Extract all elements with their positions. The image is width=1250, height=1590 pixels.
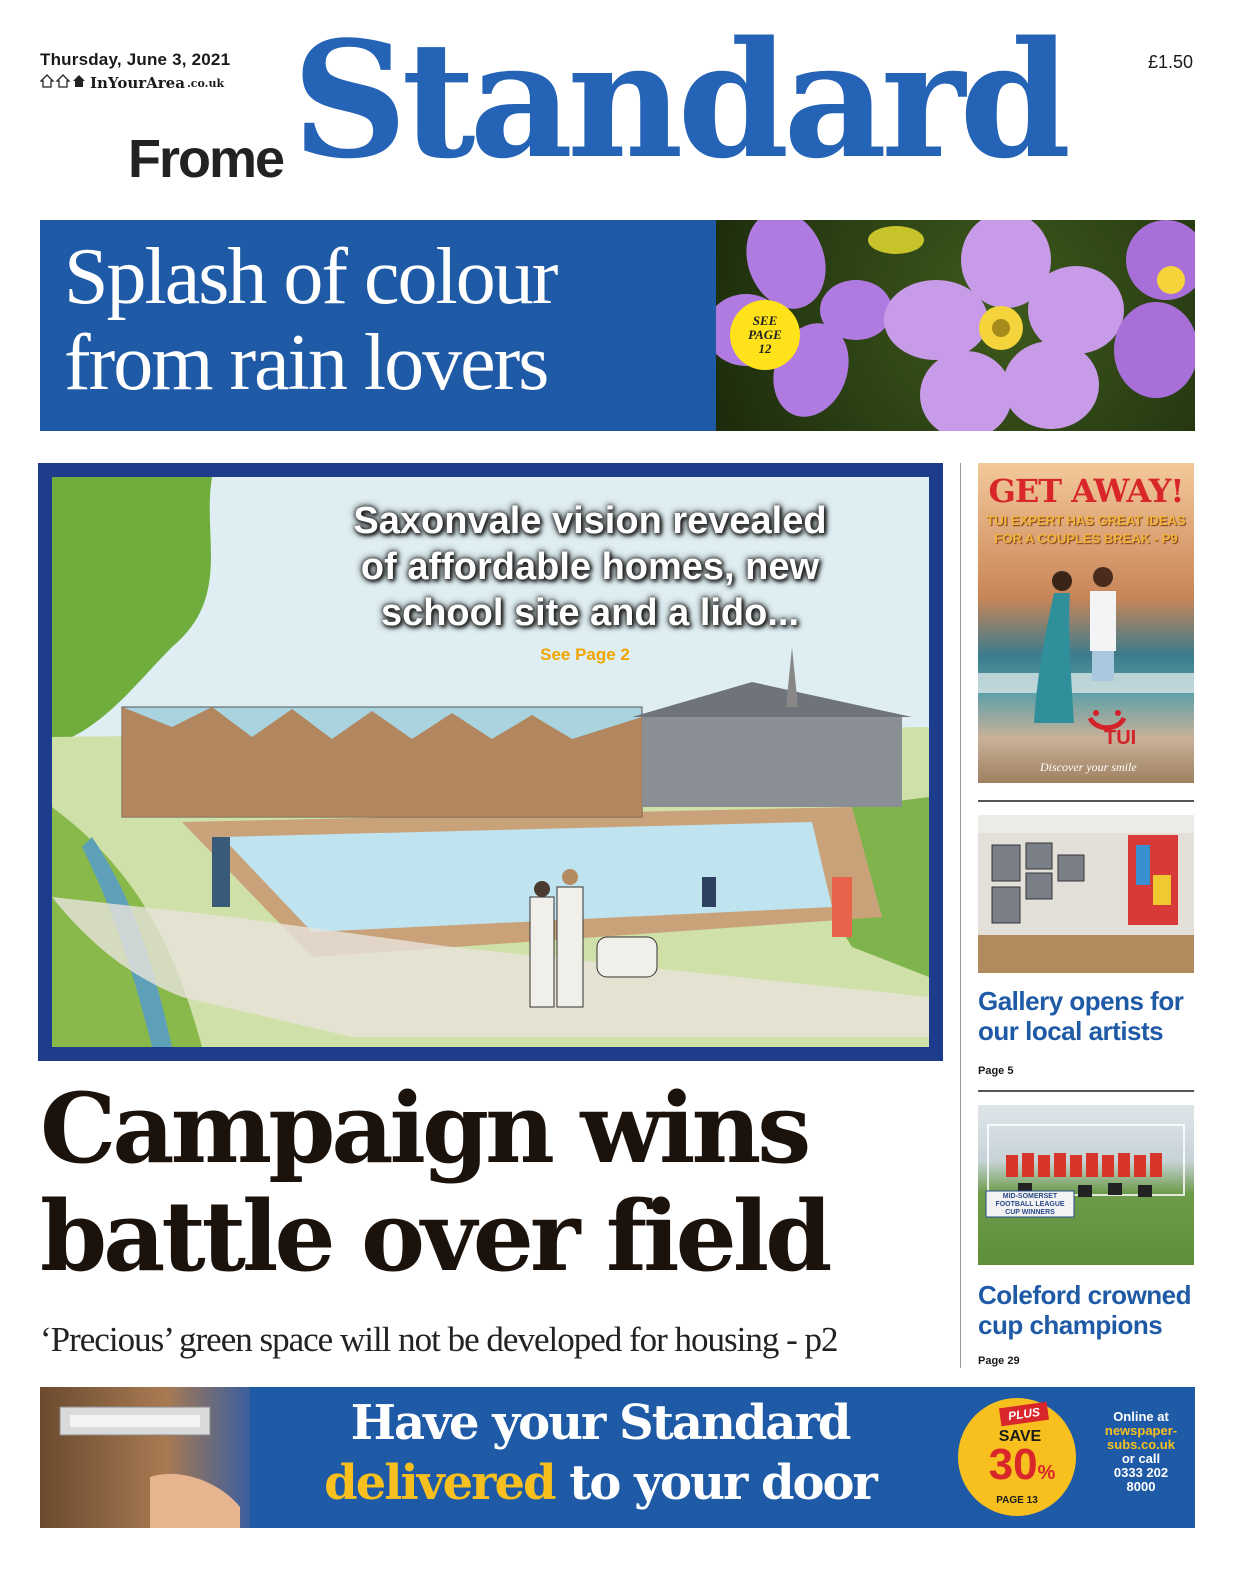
online-6: 8000 — [1126, 1479, 1156, 1494]
splash-headline[interactable] — [64, 234, 714, 406]
getaway-sub-2: FOR A COUPLES BREAK - P9 — [994, 531, 1178, 546]
inyourarea-logo — [40, 74, 224, 92]
banner-line-1: Have your Standard — [350, 1395, 850, 1451]
save-unit: % — [1037, 1462, 1056, 1484]
banner-delivered: delivered — [324, 1455, 555, 1511]
online-1: Online at — [1113, 1409, 1169, 1424]
cup-banner-3: CUP WINNERS — [1005, 1209, 1055, 1216]
see-label: SEE — [752, 313, 778, 328]
column-divider — [960, 463, 961, 1368]
coleford-headline[interactable] — [978, 1280, 1200, 1340]
see-page-badge[interactable] — [730, 300, 800, 370]
gallery-headline[interactable] — [978, 986, 1200, 1046]
tui-tagline: Discover your smile — [1040, 760, 1137, 774]
online-3[interactable]: subs.co.uk — [1107, 1437, 1175, 1452]
save-page-ref: PAGE 13 — [996, 1495, 1038, 1506]
save-value: 30 — [988, 1440, 1038, 1489]
online-2[interactable]: newspaper- — [1104, 1423, 1178, 1438]
overlay-line-3: school site and a lido... — [380, 592, 800, 634]
tui-logo: TUI — [1104, 727, 1137, 749]
banner-line-2 — [260, 1455, 940, 1511]
lido-overlay-headline[interactable] — [270, 498, 910, 636]
letterbox-photo — [40, 1387, 250, 1528]
coleford-page-ref: Page 29 — [978, 1355, 1020, 1367]
banner-to-your-door: to your door — [554, 1455, 876, 1511]
save-percentage — [977, 1440, 1067, 1490]
standfirst: ‘Precious’ green space will not be developed for housing - p2 — [40, 1320, 838, 1359]
inyourarea-suffix: .co.uk — [186, 76, 225, 90]
online-4: or call — [1121, 1451, 1161, 1466]
headline-line-2: battle over field — [40, 1180, 829, 1293]
page-label: PAGE — [748, 327, 782, 342]
plus-tag: PLUS — [999, 1402, 1049, 1427]
cover-price: £1.50 — [1148, 52, 1194, 72]
online-5: 0333 202 — [1113, 1465, 1169, 1480]
sidebar-rule-2 — [978, 1090, 1194, 1092]
overlay-line-1: Saxonvale vision revealed — [353, 500, 827, 542]
page-number: 12 — [758, 341, 772, 356]
inyourarea-text: InYourArea — [90, 74, 185, 92]
splash-line-1: Splash of colour — [64, 233, 557, 321]
cup-banner-2: FOOTBALL LEAGUE — [995, 1201, 1065, 1208]
house-icons — [40, 74, 88, 92]
sidebar-rule — [978, 800, 1194, 802]
cup-winners-banner — [988, 1193, 1072, 1217]
getaway-subtitle — [978, 512, 1194, 548]
tui-advert[interactable] — [978, 463, 1194, 783]
main-headline[interactable] — [40, 1072, 950, 1293]
getaway-sub-1: TUI EXPERT HAS GREAT IDEAS — [986, 513, 1186, 528]
issue-date: Thursday, June 3, 2021 — [40, 50, 231, 69]
headline-line-1: Campaign wins — [40, 1072, 808, 1185]
football-team-photo[interactable] — [978, 1105, 1194, 1265]
overlay-line-2: of affordable homes, new — [360, 546, 820, 588]
save-label: SAVE — [998, 1428, 1042, 1445]
coleford-line-2: cup champions — [978, 1310, 1163, 1340]
gallery-page-ref: Page 5 — [978, 1065, 1014, 1077]
cup-banner-1: MID-SOMERSET — [1002, 1193, 1058, 1200]
see-page-2-link[interactable]: See Page 2 — [540, 645, 630, 664]
gallery-line-2: our local artists — [978, 1016, 1164, 1046]
subscribe-contact[interactable] — [1095, 1410, 1187, 1494]
coleford-line-1: Coleford crowned — [978, 1280, 1192, 1310]
splash-line-2: from rain lovers — [64, 319, 548, 407]
getaway-title: GET AWAY! — [988, 472, 1184, 510]
masthead-standard: Standard — [292, 6, 1066, 194]
gallery-line-1: Gallery opens for — [978, 986, 1184, 1016]
masthead-frome: Frome — [128, 129, 284, 189]
gallery-photo[interactable] — [978, 815, 1194, 973]
